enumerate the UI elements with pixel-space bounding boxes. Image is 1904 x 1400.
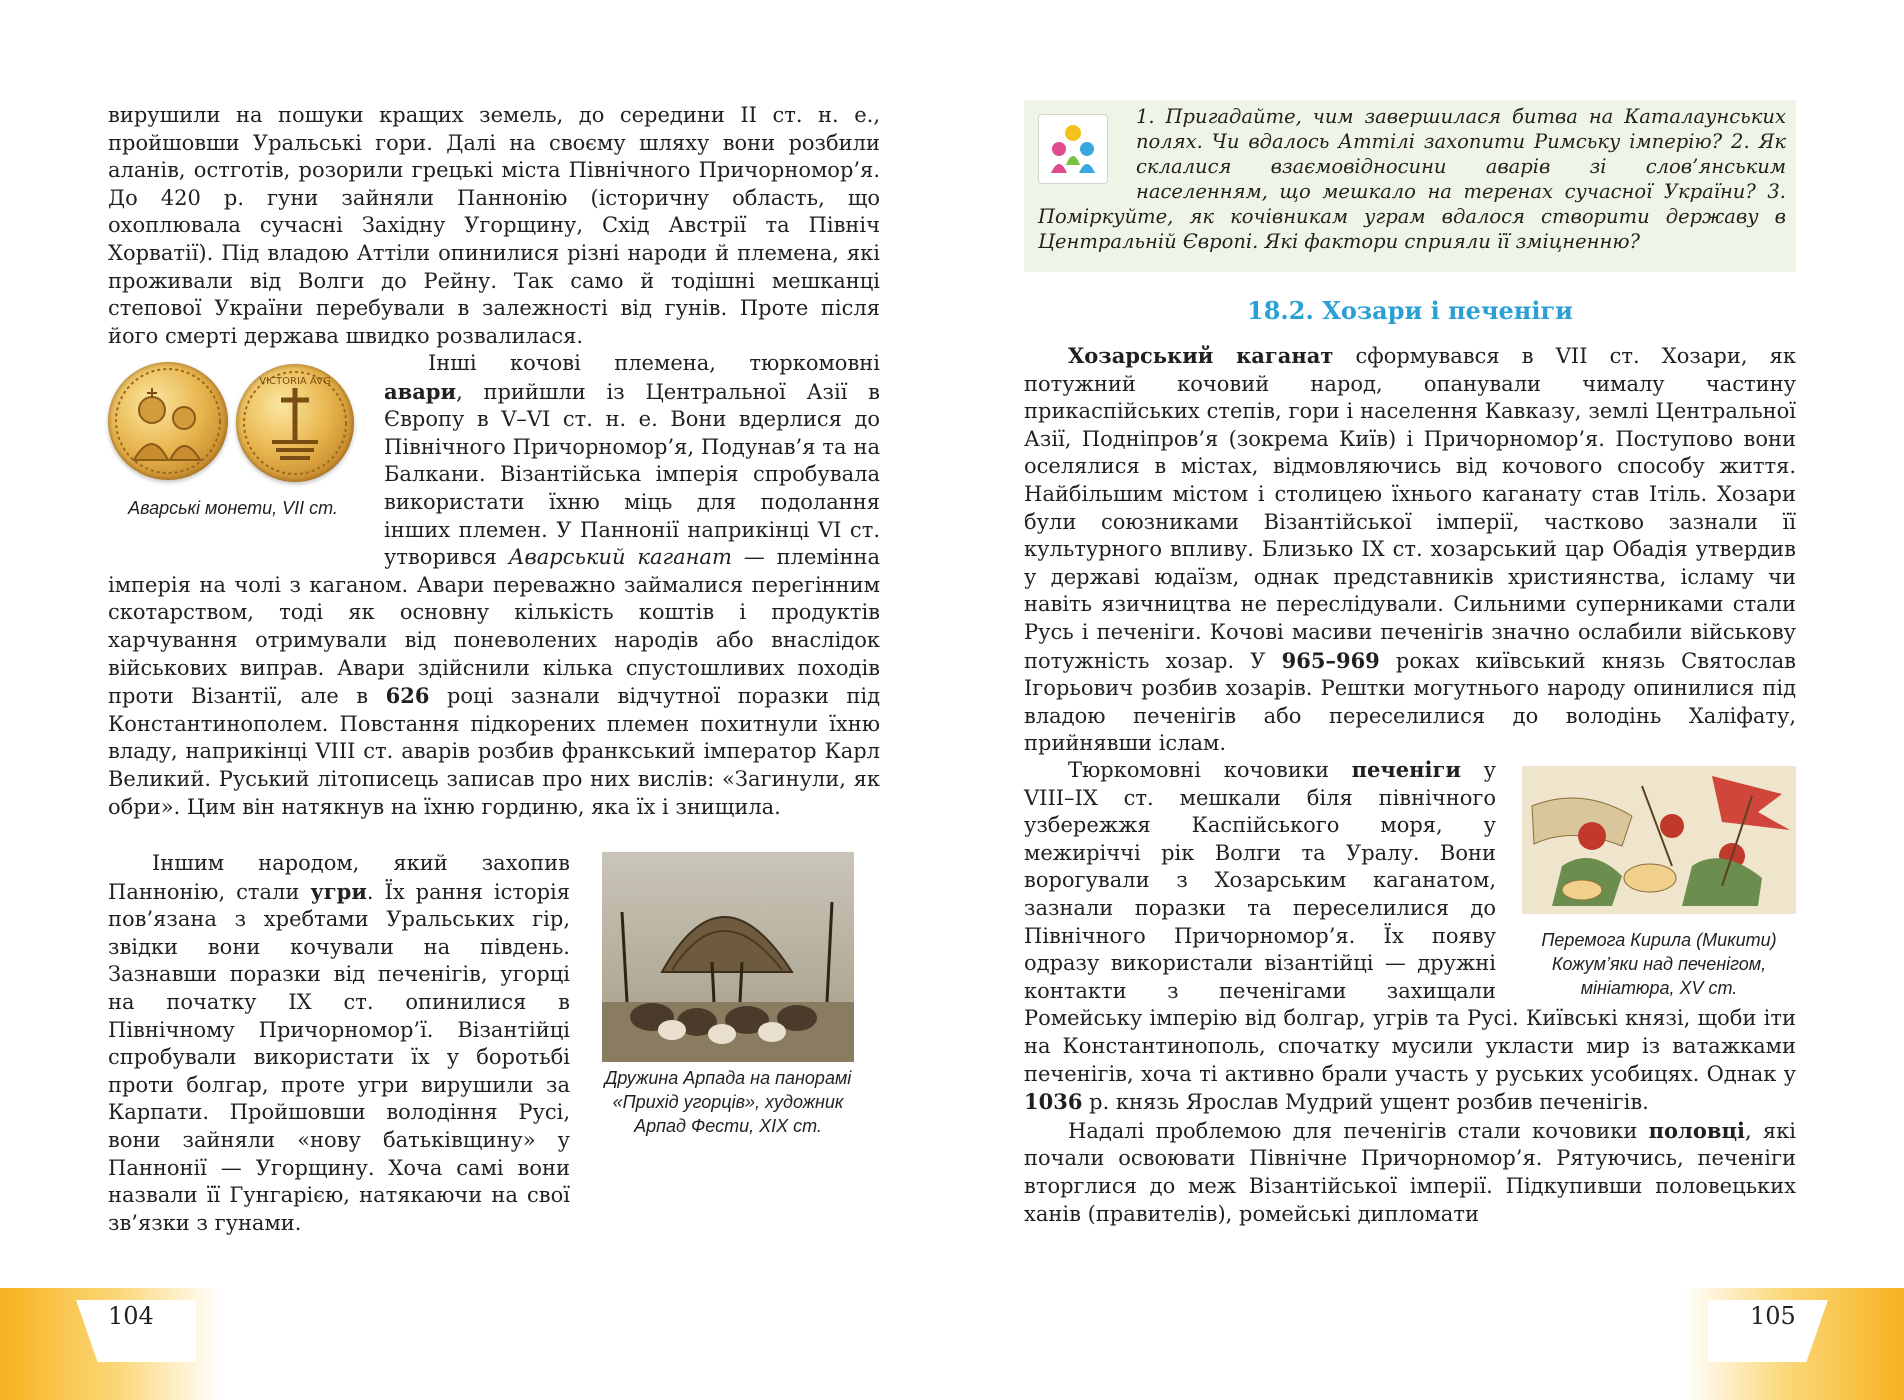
questions-text: 1. Пригадайте, чим завершилася битва на Каталаунських полях. Чи вдалось Аттілі захопити Римську імперію? 2. Як склалися взаємовідносини аварів зі слов’янським населенням, що мешкало на теренах сучасної України? 3. Поміркуйте, як кочівникам уграм вдалося створити державу в Центральній Європі. Які фактори сприяли її зміцненню? (1038, 105, 1786, 253)
term-ugrians: угри (310, 878, 367, 904)
miniature-caption: Перемога Кирила (Микити) Кожум’яки над печенігом, мініатюра, XV ст. (1541, 930, 1777, 998)
term-avars: авари (384, 378, 457, 404)
coins-caption: Аварські монети, VII ст. (128, 498, 338, 518)
left-paragraph-3: Іншим народом, який захопив Паннонію, стали угри. Їх рання історія пов’язана з хребтами Уральських гір, звідки вони кочували на південь. Зазнавши поразки від печенігів, угорці на початку IX ст. опинилися в Північному Причорномор’ї. Візантійці спробували використати їх у боротьбі проти болгар, проте угри вирушили за Карпати. Пройшовши володіння Русі, вони зайняли «нову батьківщину» у Паннонії — Угорщину. Хоча самі вони назвали її Гунгарією, натякаючи на свої зв’язки з гунами. (108, 851, 570, 1235)
term-khazar-khaganate: Хозарський каганат (1068, 343, 1334, 368)
term-cumans: половці (1648, 1117, 1745, 1143)
left-paragraph-2: Інші кочові племена, тюркомовні авари, прийшли із Центральної Азії в Європу в V–VI ст. н. е. Вони вдерлися до Північного Причорномор’я, Подунав’я та на Балкани. Візантійська імперія спробувала використати їхню міць для подолання інших племен. У Паннонії наприкінці VI ст. утворився Аварський каганат — племінна імперія на чолі з каганом. Авари переважно займалися перегінним скотарством, тоді як основну кількість коштів і продуктів харчування отримували від поневолених народів або внаслідок військових виправ. Авари здійснили кілька спустошливих походів проти Візантії, але в 626 році зазнали відчутної поразки під Константинополем. Повстання підкорених племен похитнули їхню владу, наприкінці VIII ст. аварів розбив франкський імператор Карл Великий. Руський літописець записав про них вислів: «Загинули, як обри». Цим він натякнув на їхню гординю, яка їх і знищила. (108, 351, 880, 819)
painting-caption: Дружина Арпада на панорамі «Прихід угорців», художник Арпад Фести, XIX ст. (604, 1068, 852, 1136)
page-number-right: 105 (1750, 1302, 1796, 1330)
left-paragraph-1: вирушили на пошуки кращих земель, до середини II ст. н. е., пройшовши Уральські гори. Далі на своєму шляху вони розбили аланів, остготів, розорили грецькі міста Північного Причорномор’я. До 420 р. гуни зайняли Паннонію (історичну область, що охоплювала сучасні Західну Угорщину, Схід Австрії та Північ Хорватії). Під владою Аттіли опинилися різні народи й племена, які проживали від Волги до Рейну. Так само й тодішні мешканці степової України перебували в залежності від гунів. Проте після його смерті держава швидко розвалилася. (108, 103, 880, 348)
section-title: 18.2. Хозари і печеніги (1247, 296, 1573, 325)
right-paragraph-1: Хозарський каганат сформувався в VII ст. Хозари, як потужний кочовий народ, опанували чималу частину прикаспійських степів, гори і населення Кавказу, землі Центральної Азії, Подніпров’я (зокрема Київ) і Причорномор’я. Поступово вони оселялися в містах, відмовляючись від кочового способу життя. Найбільшим містом і столицею їхнього каганату став Ітіль. Хозари були союзниками Візантійської імперії, частково зазнали її культурного впливу. Близько IX ст. хозарський цар Обадія утвердив у державі юдаїзм, однак представників християнства, ісламу чи навіть язичництва не переслідували. Сильними суперниками стали Русь і печеніги. Кочові масиви печенігів значно ослабили військову потужність хозар. У 965–969 роках київський князь Святослав Ігорьович розбив хозарів. Рештки могутнього народу опинилися під владою печенігів або переселилися до володінь Халіфату, прийнявши іслам. (1024, 343, 1796, 756)
term-pechenegs: печеніги (1351, 757, 1461, 782)
questions-box (1024, 100, 1796, 272)
term-avar-khaganate: Аварський каганат (508, 545, 732, 570)
page-number-left: 104 (108, 1302, 154, 1330)
svg-text:VICTORIA AVG: VICTORIA AVG (259, 376, 331, 387)
right-paragraph-2: Тюркомовні кочовики печеніги у VIII–IX ст. мешкали біля північного узбережжя Каспійського моря, у межиріччі рік Волги та Уралу. Вони ворогували з Хозарським каганатом, зазнали поразки та переселилися до Північного Причорномор’я. Їх появу одразу використали візантійці — дружні контакти з печенігами захищали Ромейську імперію від болгар, угрів та Русі. Київські князі, щоби іти на Константинополь, спочатку мусили укласти мир із ватажками печенігів, хоча ті активно брали участь у руських усобицях. Однак у 1036 р. князь Ярослав Мудрий ущент розбив печенігів. Надалі проблемою для печенігів стали кочовики половці, які почали освоювати Північне Причорномор’я. Рятуючись, печеніги вторглися до меж Візантійської імперії. Підкупивши половецьких ханів (правителів), ромейські дипломати (1024, 757, 1796, 1226)
